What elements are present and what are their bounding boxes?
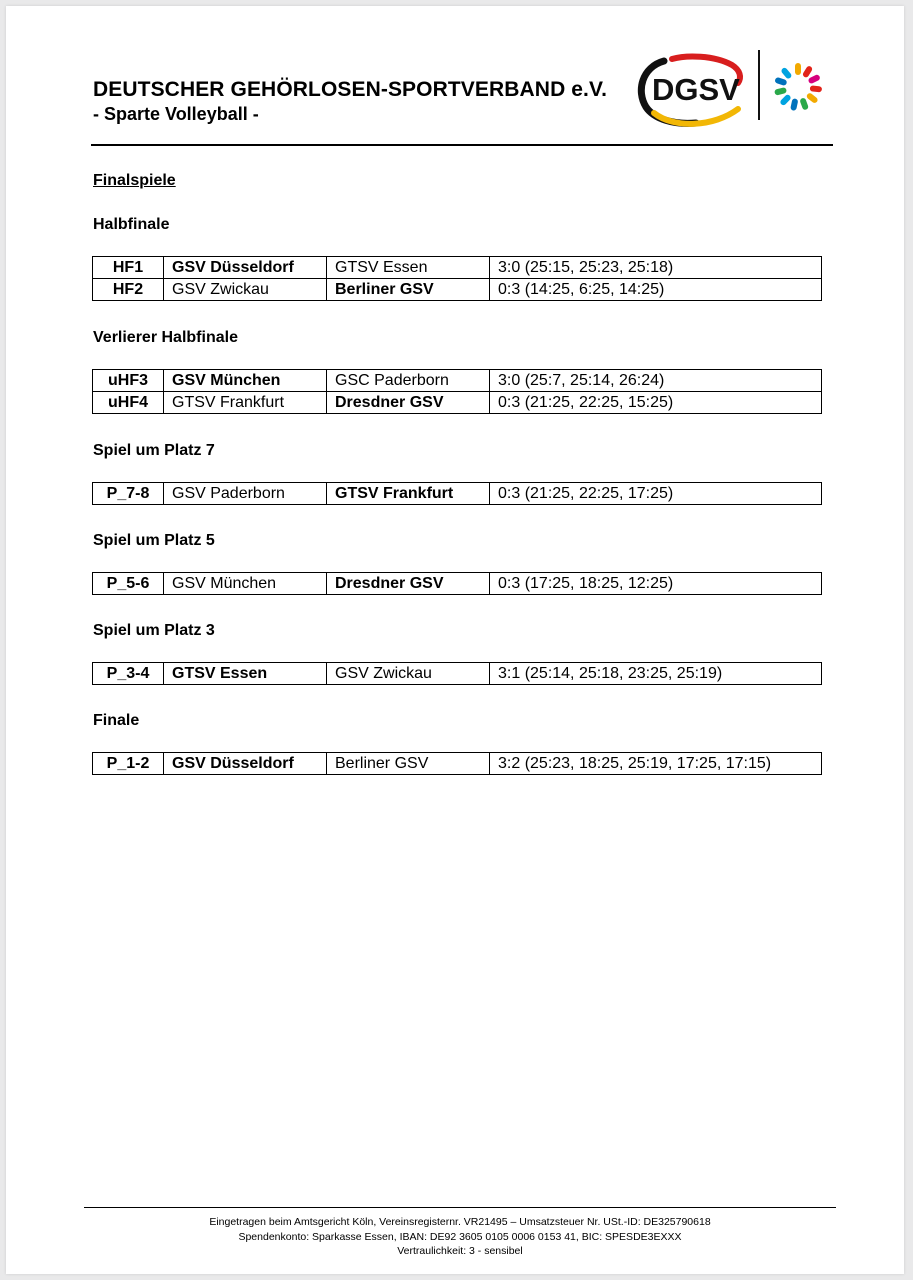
team-home: GSV Zwickau <box>164 279 327 301</box>
match-result: 3:0 (25:15, 25:23, 25:18) <box>490 257 822 279</box>
team-away: GTSV Frankfurt <box>327 483 490 505</box>
dgsv-logo-text: DGSV <box>652 72 740 107</box>
match-code: uHF3 <box>93 370 164 392</box>
match-code: P_7-8 <box>93 483 164 505</box>
footer-bank-account: Spendenkonto: Sparkasse Essen, IBAN: DE92 3605 0105 0006 0153 41, BIC: SPESDE3EXXX <box>238 1231 682 1243</box>
team-home: GSV München <box>164 573 327 595</box>
match-result: 3:2 (25:23, 18:25, 25:19, 17:25, 17:15) <box>490 753 822 775</box>
main-heading: Finalspiele <box>93 172 176 189</box>
team-away: GSV Zwickau <box>327 663 490 685</box>
table-row <box>93 257 822 279</box>
team-away: Berliner GSV <box>327 753 490 775</box>
results-table-verlierer-halbfinale <box>92 369 822 414</box>
results-table-platz-7 <box>92 482 822 505</box>
team-home: GTSV Frankfurt <box>164 392 327 414</box>
results-table-platz-5 <box>92 572 822 595</box>
section-title-platz-5: Spiel um Platz 5 <box>93 532 215 549</box>
section-title-platz-7: Spiel um Platz 7 <box>93 442 215 459</box>
team-home: GSV München <box>164 370 327 392</box>
match-code: uHF4 <box>93 392 164 414</box>
team-away: GSC Paderborn <box>327 370 490 392</box>
match-result: 3:1 (25:14, 25:18, 23:25, 25:19) <box>490 663 822 685</box>
match-result: 0:3 (21:25, 22:25, 15:25) <box>490 392 822 414</box>
match-result: 0:3 (14:25, 6:25, 14:25) <box>490 279 822 301</box>
team-home: GSV Düsseldorf <box>164 753 327 775</box>
section-title-halbfinale: Halbfinale <box>93 216 170 233</box>
header-divider <box>91 144 833 146</box>
table-row <box>93 279 822 301</box>
match-code: P_3-4 <box>93 663 164 685</box>
footer-registration: Eingetragen beim Amtsgericht Köln, Vereinsregisternr. VR21495 – Umsatzsteuer Nr. USt.-ID: DE325790618 <box>209 1216 711 1228</box>
match-result: 0:3 (21:25, 22:25, 17:25) <box>490 483 822 505</box>
team-away: Dresdner GSV <box>327 573 490 595</box>
table-row <box>93 753 822 775</box>
pinwheel-icon <box>772 61 824 113</box>
table-row <box>93 573 822 595</box>
division-subtitle: - Sparte Volleyball - <box>93 104 259 124</box>
table-row <box>93 370 822 392</box>
team-away: Berliner GSV <box>327 279 490 301</box>
organization-title: DEUTSCHER GEHÖRLOSEN-SPORTVERBAND e.V. <box>93 78 608 101</box>
match-result: 0:3 (17:25, 18:25, 12:25) <box>490 573 822 595</box>
footer-confidentiality: Vertraulichkeit: 3 - sensibel <box>397 1245 523 1257</box>
table-row <box>93 663 822 685</box>
match-code: HF2 <box>93 279 164 301</box>
team-away: GTSV Essen <box>327 257 490 279</box>
team-home: GSV Düsseldorf <box>164 257 327 279</box>
results-table-halbfinale <box>92 256 822 301</box>
dgsv-logo <box>634 51 749 131</box>
table-row <box>93 483 822 505</box>
match-code: P_5-6 <box>93 573 164 595</box>
team-home: GSV Paderborn <box>164 483 327 505</box>
team-home: GTSV Essen <box>164 663 327 685</box>
team-away: Dresdner GSV <box>327 392 490 414</box>
match-code: HF1 <box>93 257 164 279</box>
match-code: P_1-2 <box>93 753 164 775</box>
results-table-finale <box>92 752 822 775</box>
section-title-platz-3: Spiel um Platz 3 <box>93 622 215 639</box>
section-title-finale: Finale <box>93 712 140 729</box>
results-table-platz-3 <box>92 662 822 685</box>
footer-divider <box>84 1207 836 1208</box>
match-result: 3:0 (25:7, 25:14, 26:24) <box>490 370 822 392</box>
table-row <box>93 392 822 414</box>
logo-divider <box>758 50 760 120</box>
section-title-verlierer-halbfinale: Verlierer Halbfinale <box>93 329 238 346</box>
document-page <box>6 6 904 1274</box>
